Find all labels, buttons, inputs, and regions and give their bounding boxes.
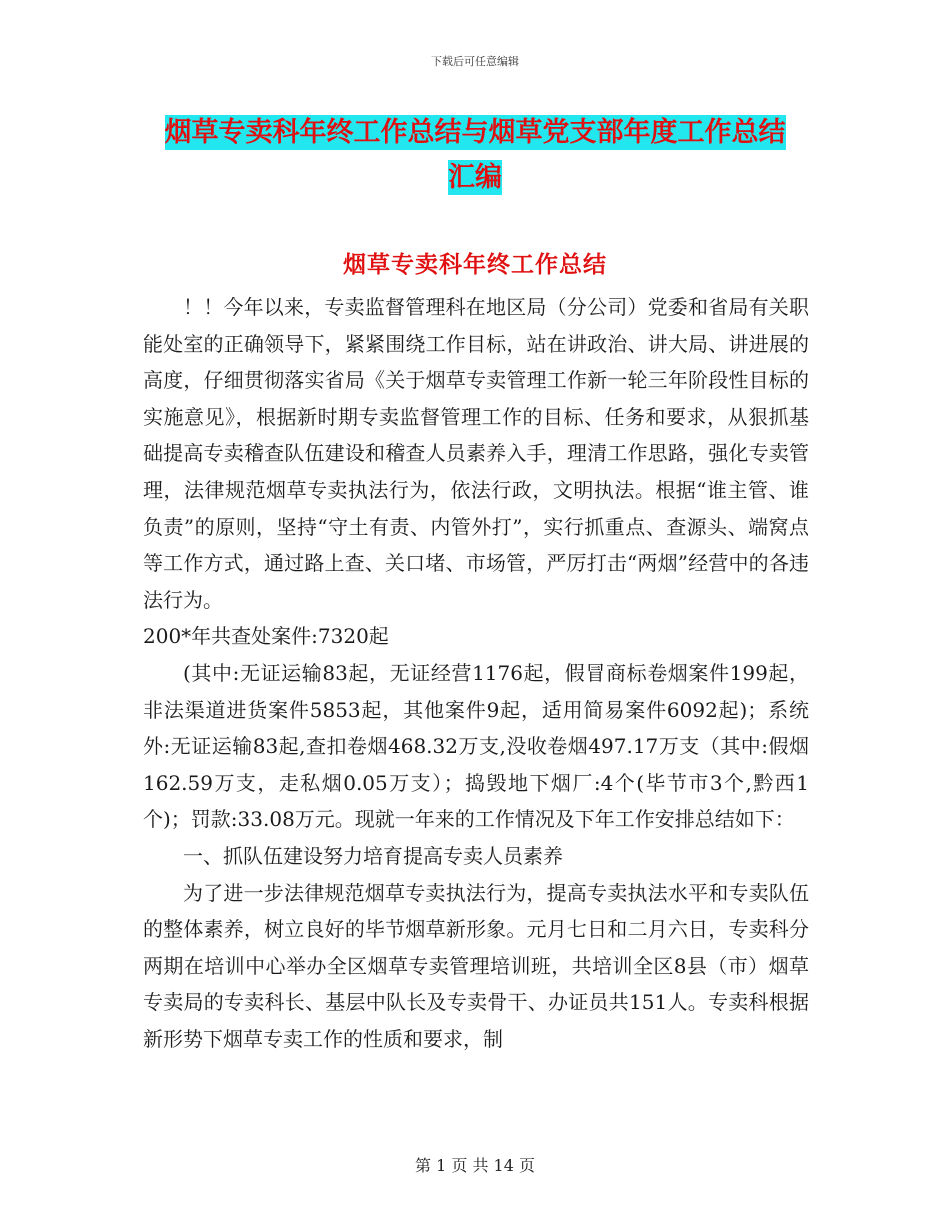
paragraph-intro: ！！今年以来，专卖监督管理科在地区局（分公司）党委和省局有关职能处室的正确领导下，紧紧围绕工作目标，站在讲政治、讲大局、讲进展的高度，仔细贯彻落实省局《关于烟草专卖管理工作新一轮三年阶段性目标的实施意见》，根据新时期专卖监督管理工作的目标、任务和要求，从狠抓基础提高专卖稽查队伍建设和稽查人员素养入手，理清工作思路，强化专卖管理，法律规范烟草专卖执法行为，依法行政，文明执法。根据“谁主管、谁负责”的原则，坚持“守土有责、内管外打”，实行抓重点、查源头、端窝点等工作方式，通过路上查、关口堵、市场管，严厉打击“两烟”经营中的各违法行为。 bbox=[143, 295, 809, 612]
section-title: 烟草专卖科年终工作总结 bbox=[343, 251, 607, 278]
paragraph-case-details: (其中:无证运输83起，无证经营1176起，假冒商标卷烟案件199起，非法渠道进货案件5853起，其他案件9起，适用简易案件6092起)；系统外:无证运输83起,查扣卷烟468.32万支,没收卷烟497.17万支（其中:假烟162.59万支，走私烟0.05万支）；捣毁地下烟厂:4个(毕节市3个,黔西1个)；罚款:33.08万元。现就一年来的工作情况及下年工作安排总结如下： bbox=[143, 660, 809, 832]
document-title-line-1: 烟草专卖科年终工作总结与烟草党支部年度工作总结 bbox=[164, 117, 786, 148]
paragraph-training: 为了进一步法律规范烟草专卖执法行为，提高专卖执法水平和专卖队伍的整体素养，树立良好的毕节烟草新形象。元月七日和二月六日，专卖科分两期在培训中心举办全区烟草专卖管理培训班，共培训全区8县（市）烟草专卖局的专卖科长、基层中队长及专卖骨干、办证员共151人。专卖科根据新形势下烟草专卖工作的性质和要求，制 bbox=[143, 880, 809, 1051]
document-title-line-2: 汇编 bbox=[448, 162, 502, 193]
paragraph-case-total: 200*年共查处案件:7320起 bbox=[143, 624, 389, 649]
document-title bbox=[140, 110, 810, 200]
page-header: 下载后可任意编辑 bbox=[431, 55, 519, 68]
paragraph-heading-1: 一、抓队伍建设努力培育提高专卖人员素养 bbox=[183, 843, 563, 868]
page-number: 第 1 页 共 14 页 bbox=[415, 1156, 535, 1175]
document-body bbox=[143, 289, 809, 1057]
